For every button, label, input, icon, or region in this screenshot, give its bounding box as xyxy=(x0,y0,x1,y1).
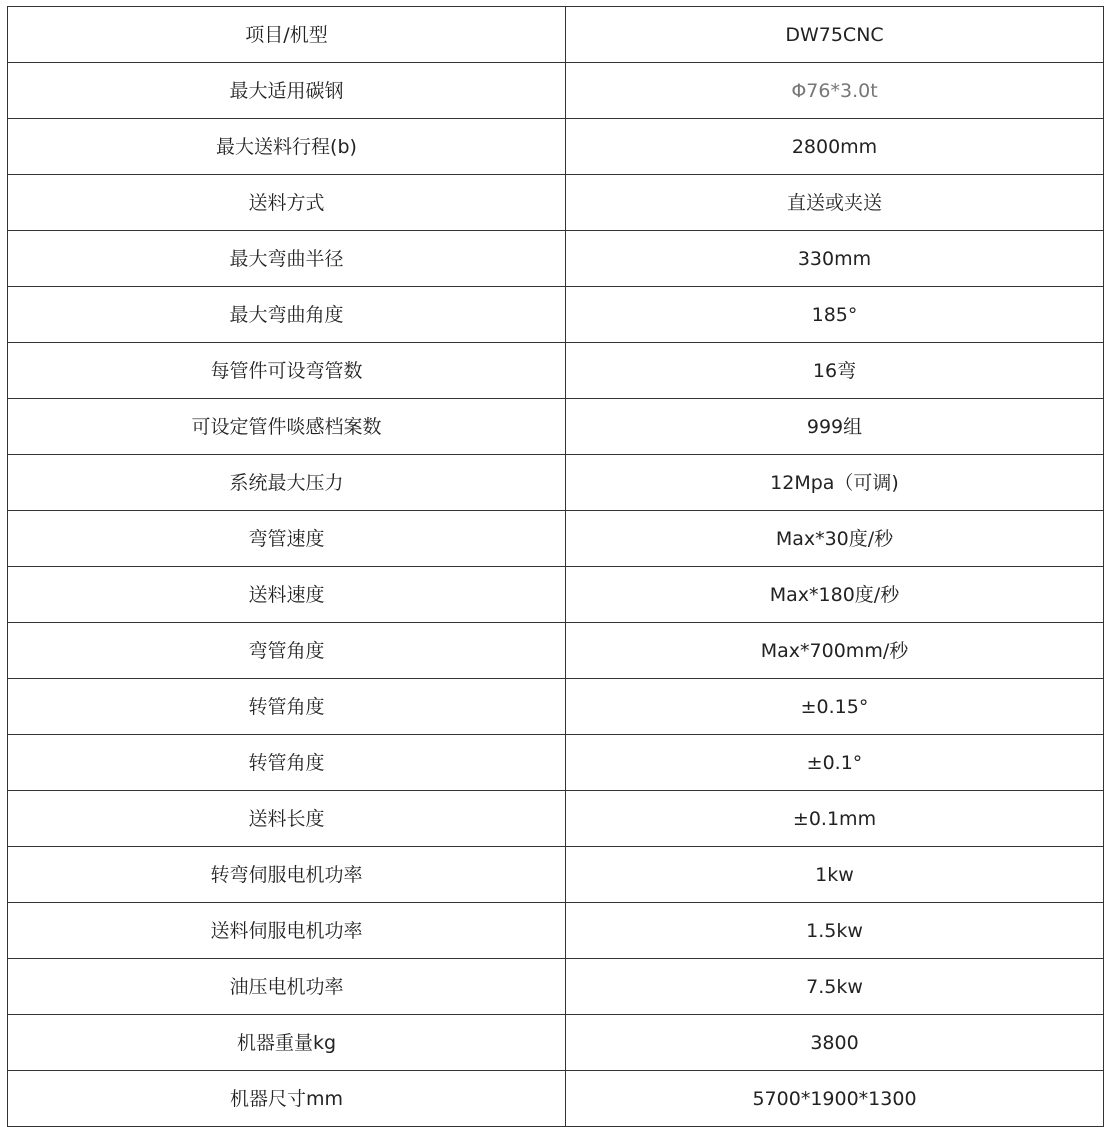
table-row xyxy=(8,63,1104,119)
table-row xyxy=(8,287,1104,343)
table-row xyxy=(8,1071,1104,1127)
row-label: 最大弯曲角度 xyxy=(8,287,566,343)
spec-table xyxy=(7,6,1104,1127)
row-label: 项目/机型 xyxy=(8,7,566,63)
row-value: ±0.15° xyxy=(566,679,1104,735)
row-label: 转管角度 xyxy=(8,735,566,791)
table-row xyxy=(8,455,1104,511)
row-label: 送料方式 xyxy=(8,175,566,231)
row-label: 最大适用碳钢 xyxy=(8,63,566,119)
row-label: 送料长度 xyxy=(8,791,566,847)
row-value: DW75CNC xyxy=(566,7,1104,63)
row-label: 送料速度 xyxy=(8,567,566,623)
row-label: 系统最大压力 xyxy=(8,455,566,511)
row-value: Max*700mm/秒 xyxy=(566,623,1104,679)
table-row xyxy=(8,1015,1104,1071)
row-value: 999组 xyxy=(566,399,1104,455)
row-value: 330mm xyxy=(566,231,1104,287)
row-label: 每管件可设弯管数 xyxy=(8,343,566,399)
row-value: 16弯 xyxy=(566,343,1104,399)
table-row xyxy=(8,7,1104,63)
table-row xyxy=(8,343,1104,399)
row-value: Φ76*3.0t xyxy=(566,63,1104,119)
row-value: Max*180度/秒 xyxy=(566,567,1104,623)
row-value: ±0.1° xyxy=(566,735,1104,791)
row-value: Max*30度/秒 xyxy=(566,511,1104,567)
row-label: 油压电机功率 xyxy=(8,959,566,1015)
row-value: 185° xyxy=(566,287,1104,343)
table-row xyxy=(8,903,1104,959)
table-row xyxy=(8,791,1104,847)
row-value: 1kw xyxy=(566,847,1104,903)
row-value: 直送或夹送 xyxy=(566,175,1104,231)
row-label: 转弯伺服电机功率 xyxy=(8,847,566,903)
row-label: 弯管角度 xyxy=(8,623,566,679)
row-label: 机器尺寸mm xyxy=(8,1071,566,1127)
table-row xyxy=(8,231,1104,287)
table-row xyxy=(8,959,1104,1015)
table-row xyxy=(8,119,1104,175)
row-label: 最大弯曲半径 xyxy=(8,231,566,287)
table-row xyxy=(8,679,1104,735)
table-row xyxy=(8,399,1104,455)
row-label: 可设定管件啖感档案数 xyxy=(8,399,566,455)
row-label: 送料伺服电机功率 xyxy=(8,903,566,959)
table-row xyxy=(8,175,1104,231)
row-value: 1.5kw xyxy=(566,903,1104,959)
row-label: 机器重量kg xyxy=(8,1015,566,1071)
row-label: 弯管速度 xyxy=(8,511,566,567)
row-value: ±0.1mm xyxy=(566,791,1104,847)
table-row xyxy=(8,567,1104,623)
row-value: 2800mm xyxy=(566,119,1104,175)
row-label: 最大送料行程(b) xyxy=(8,119,566,175)
table-row xyxy=(8,847,1104,903)
row-value: 5700*1900*1300 xyxy=(566,1071,1104,1127)
row-value: 7.5kw xyxy=(566,959,1104,1015)
row-value: 3800 xyxy=(566,1015,1104,1071)
table-row xyxy=(8,623,1104,679)
row-value: 12Mpa（可调) xyxy=(566,455,1104,511)
table-row xyxy=(8,735,1104,791)
table-row xyxy=(8,511,1104,567)
row-label: 转管角度 xyxy=(8,679,566,735)
